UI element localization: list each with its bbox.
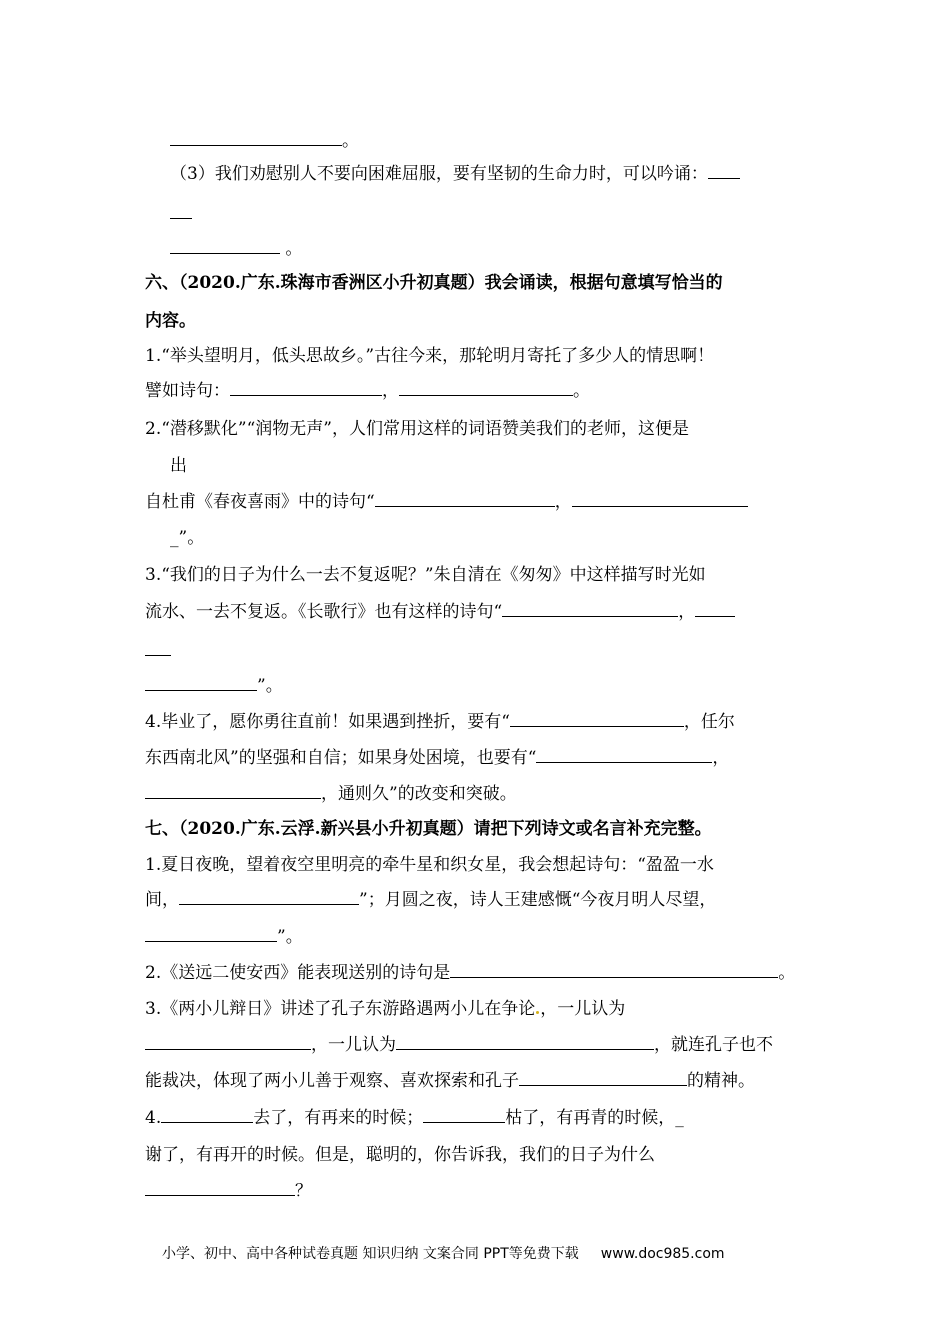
- footer-text: 小学、初中、高中各种试卷真题 知识归纳 文案合同 PPT等免费下载: [162, 1246, 579, 1262]
- answer-blank[interactable]: [519, 1070, 687, 1086]
- answer-blank[interactable]: [145, 783, 321, 799]
- section-7-heading: 七、（2020.广东.云浮.新兴县小升初真题）请把下列诗文或名言补充完整。: [145, 819, 712, 839]
- answer-blank[interactable]: [145, 640, 171, 656]
- s7-item-3-cont: ，一儿认为 ，就连孔子也不: [145, 1034, 810, 1056]
- s6-item-4-end: ，通则久”的改变和突破。: [145, 783, 810, 805]
- answer-blank[interactable]: [170, 238, 280, 254]
- s7-item-3-text: 3.《两小儿辩日》讲述了孔子东游路遇两小儿在争论 ，一儿认为: [145, 999, 626, 1019]
- answer-blank[interactable]: [399, 380, 573, 396]
- s6-item-2-cont: 出: [170, 456, 187, 476]
- s7-item-4-text: 4. 去了，有再来的时候； 枯了，有再青的时候，_: [145, 1108, 684, 1128]
- s6-item-4-cont: 东西南北风”的坚强和自信；如果身处困境，也要有“ ，: [145, 748, 730, 768]
- answer-blank[interactable]: [230, 380, 382, 396]
- answer-blank[interactable]: [423, 1107, 505, 1123]
- answer-blank[interactable]: [695, 601, 735, 617]
- s6-item-4-text: 4.毕业了，愿你勇往直前！如果遇到挫折，要有“ ，任尔: [145, 712, 735, 732]
- s7-item-4-end: ？: [145, 1180, 810, 1202]
- answer-blank[interactable]: [170, 203, 192, 219]
- answer-blank[interactable]: [375, 491, 555, 507]
- answer-blank[interactable]: [450, 962, 778, 978]
- blank-line-prev: 。: [170, 130, 835, 152]
- footer-link[interactable]: www.doc985.com: [600, 1246, 725, 1262]
- s7-item-4-cont: 谢了，有再开的时候。但是，聪明的，你告诉我，我们的日子为什么: [145, 1145, 655, 1165]
- answer-blank[interactable]: [145, 926, 277, 942]
- answer-blank[interactable]: [396, 1034, 654, 1050]
- answer-blank[interactable]: [145, 1034, 311, 1050]
- page-footer: [162, 1244, 725, 1264]
- s6-item-2-text: 2.“潜移默化”“润物无声”，人们常用这样的词语赞美我们的老师，这便是: [145, 419, 689, 439]
- s6-item-2-answer: 自杜甫《春夜喜雨》中的诗句“ ，: [145, 491, 810, 513]
- s7-item-2: 2.《送远二使安西》能表现送别的诗句是 。: [145, 963, 796, 983]
- answer-blank[interactable]: [572, 491, 748, 507]
- section-6-heading-cont: 内容。: [145, 311, 196, 331]
- s6-item-3-answer: 流水、一去不复返。《长歌行》也有这样的诗句“ ，: [145, 601, 810, 623]
- answer-blank[interactable]: [179, 889, 359, 905]
- s6-item-3-cont: [145, 640, 810, 662]
- s7-item-1-cont: 间， ”；月圆之夜，诗人王建感慨“今夜月明人尽望，: [145, 890, 717, 910]
- highlight-dot: [536, 1011, 539, 1014]
- answer-blank[interactable]: [502, 601, 678, 617]
- answer-blank[interactable]: [708, 163, 740, 179]
- answer-blank[interactable]: [510, 711, 684, 727]
- answer-blank[interactable]: [145, 1180, 295, 1196]
- s6-item-1-text: 1.“举头望明月，低头思故乡。”古往今来，那轮明月寄托了多少人的情思啊！: [145, 346, 715, 366]
- question-3-end: 。: [170, 238, 835, 260]
- answer-blank[interactable]: [145, 675, 257, 691]
- question-3: （3）我们劝慰别人不要向困难屈服，要有坚韧的生命力时，可以吟诵：: [170, 163, 835, 185]
- s6-item-3-text: 3.“我们的日子为什么一去不复返呢？”朱自清在《匆匆》中这样描写时光如: [145, 565, 706, 585]
- s7-item-1-text: 1.夏日夜晚，望着夜空里明亮的牵牛星和织女星，我会想起诗句：“盈盈一水: [145, 855, 714, 875]
- s6-item-2-end: _”。: [170, 528, 205, 548]
- s7-item-1-end: ”。: [145, 926, 810, 948]
- s6-item-1-answer: 譬如诗句： ， 。: [145, 381, 590, 401]
- answer-blank[interactable]: [536, 747, 712, 763]
- s7-item-3-end: 能裁决，体现了两小儿善于观察、喜欢探索和孔子 的精神。: [145, 1071, 755, 1091]
- s6-item-3-end: ”。: [145, 675, 810, 697]
- answer-blank[interactable]: [170, 130, 342, 146]
- answer-blank[interactable]: [161, 1107, 253, 1123]
- question-3-cont: [170, 203, 835, 225]
- section-6-heading: 六、（2020.广东.珠海市香洲区小升初真题）我会诵读，根据句意填写恰当的: [145, 273, 723, 293]
